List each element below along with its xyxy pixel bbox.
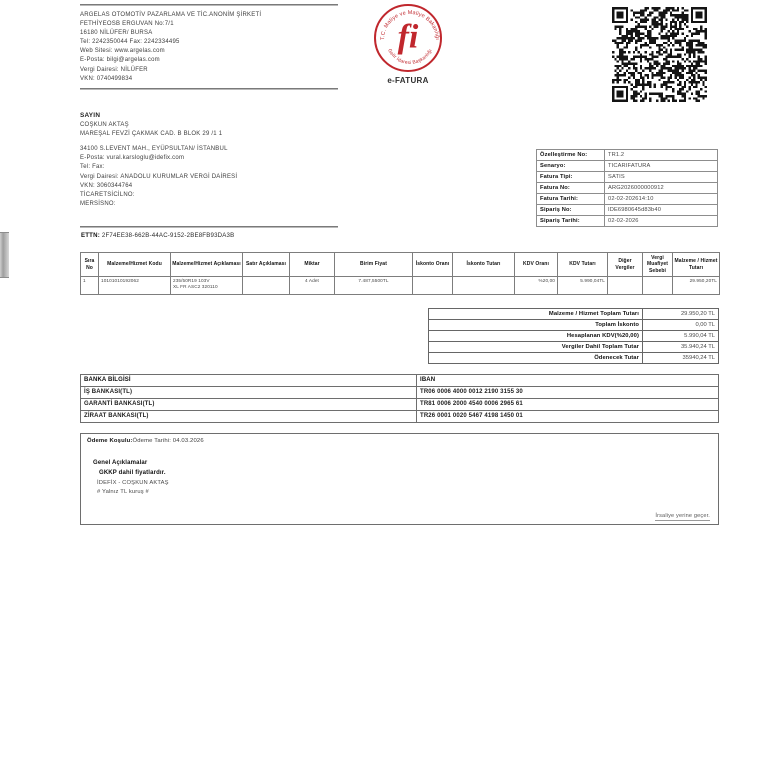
totals-label: Hesaplanan KDV(%20,00) (429, 331, 643, 342)
totals-amount: 5.990,04 TL (643, 331, 719, 342)
totals-row (429, 320, 719, 331)
buyer-street: MAREŞAL FEVZİ ÇAKMAK CAD. B BLOK 29 /1 1 (80, 130, 223, 137)
general-notes-highlight: GKKP dahil fiyatlardır. (99, 470, 166, 476)
scan-edge-artifact (0, 232, 9, 278)
ettn-value: 2F74EE38-662B-44AC-9152-2BE8FB93DA3B (101, 232, 235, 239)
line-item-row (81, 277, 720, 295)
line-item-index: 1 (81, 277, 99, 295)
totals-label: Toplam İskonto (429, 320, 643, 331)
line-items-column-header: İskonto Tutarı (453, 253, 515, 277)
line-item-code: 10101010192062 (99, 277, 171, 295)
buyer-city: 34100 S.LEVENT MAH., EYÜPSULTAN/ İSTANBUL (80, 146, 228, 152)
totals-amount: 35940,24 TL (643, 353, 719, 364)
invoice-meta-row (537, 172, 718, 183)
bank-iban: TR06 0006 4000 0012 2190 3155 30 (417, 387, 719, 399)
line-items-column-header: Malzeme/Hizmet Kodu (99, 253, 171, 277)
seller-phone-fax: Tel: 2242350044 Fax: 2242334495 (80, 39, 180, 46)
line-items-table (80, 252, 720, 295)
invoice-meta-key: Fatura Tarihi: (537, 194, 605, 205)
totals-row (429, 342, 719, 353)
bank-info-table (80, 374, 719, 423)
bank-header-name: BANKA BİLGİSİ (81, 375, 417, 387)
invoice-meta-row (537, 205, 718, 216)
invoice-meta-row (537, 194, 718, 205)
line-items-column-header: Birim Fiyat (335, 253, 413, 277)
buyer-trade-registry-no: TİCARETSİCİLNO: (80, 192, 135, 199)
invoice-meta-row (537, 150, 718, 161)
invoice-meta-row (537, 216, 718, 227)
notes-box (80, 433, 719, 525)
ettn-label: ETTN: (81, 232, 100, 239)
invoice-meta-key: Sipariş No: (537, 205, 605, 216)
line-item-description-line-1: 235/50R19 103V (173, 278, 210, 284)
invoice-meta-value: TICARIFATURA (605, 161, 718, 172)
invoice-meta-value: 02-02-2026 (605, 216, 718, 227)
bank-row (81, 387, 719, 399)
line-item-amount: 29.950,20TL (673, 277, 720, 295)
seller-info (80, 11, 342, 84)
invoice-meta-value: IDE6980645d83b40 (605, 205, 718, 216)
totals-label: Ödenecek Tutar (429, 353, 643, 364)
line-items-column-header: Vergi Muafiyet Sebebi (643, 253, 673, 277)
svg-text:T.C. Maliye ve Maliye Bakanlığ: T.C. Maliye ve Maliye Bakanlığı (379, 9, 441, 41)
invoice-meta-key: Senaryo: (537, 161, 605, 172)
buyer-name: COŞKUN AKTAŞ (80, 121, 129, 128)
gib-monogram: fi (397, 18, 419, 56)
bank-name: İŞ BANKASI(TL) (81, 387, 417, 399)
bank-name: ZİRAAT BANKASI(TL) (81, 411, 417, 423)
buyer-phone-fax: Tel: Fax: (80, 164, 105, 171)
line-item-unit-price: 7.487,5500TL (335, 277, 413, 295)
buyer-title: SAYIN (80, 112, 101, 119)
totals-table (428, 308, 719, 364)
buyer-mersis-no: MERSİSNO: (80, 201, 116, 208)
line-item-quantity: 4 Adet (290, 277, 335, 295)
ettn-line (81, 232, 234, 239)
invoice-meta-key: Sipariş Tarihi: (537, 216, 605, 227)
seller-website: Web Sitesi: www.argelas.com (80, 48, 165, 55)
line-items-column-header: KDV Tutarı (558, 253, 608, 277)
seller-vkn: VKN: 0740499834 (80, 75, 133, 82)
line-item-tax-exemption (643, 277, 673, 295)
totals-row (429, 331, 719, 342)
buyer-email: E-Posta: vural.karsloglu@idefix.com (80, 155, 185, 162)
line-item-discount-amount (453, 277, 515, 295)
invoice-meta-table (536, 149, 718, 227)
invoice-qr-code (601, 7, 718, 102)
totals-label: Malzeme / Hizmet Toplam Tutarı (429, 309, 643, 320)
bank-iban: TR26 0001 0020 5467 4198 1450 01 (417, 411, 719, 423)
invoice-meta-key: Özelleştirme No: (537, 150, 605, 161)
gib-logo-block (362, 4, 454, 85)
invoice-meta-key: Fatura Tipi: (537, 172, 605, 183)
invoice-meta-value: 02-02-202614:10 (605, 194, 718, 205)
invoice-meta-key: Fatura No: (537, 183, 605, 194)
line-item-other-taxes (608, 277, 643, 295)
totals-row (429, 353, 719, 364)
line-item-description (171, 277, 243, 295)
efatura-label: e-FATURA (387, 76, 429, 85)
buyer-info (80, 111, 380, 209)
invoice-meta-row (537, 183, 718, 194)
invoice-meta-value: TR1.2 (605, 150, 718, 161)
line-items-column-header: Malzeme / Hizmet Tutarı (673, 253, 720, 277)
payment-terms-label: Ödeme Koşulu: (87, 438, 133, 444)
line-items-header-row (81, 253, 720, 277)
line-item-description-line-2: XL FR ASC2 320110 (173, 284, 218, 290)
buyer-tax-office: Vergi Dairesi: ANADOLU KURUMLAR VERGİ DAİRESİ (80, 173, 238, 180)
seller-tax-office: Vergi Dairesi: NİLÜFER (80, 66, 148, 73)
line-items-column-header: Miktar (290, 253, 335, 277)
delivery-note-footnote: İrsaliye yerine geçer. (655, 513, 710, 519)
seller-line-3: 16180 NİLÜFER/ BURSA (80, 30, 153, 37)
general-notes-line-2: İDEFİX - COŞKUN AKTAŞ (97, 480, 169, 486)
bank-row (81, 399, 719, 411)
bank-header-row (81, 375, 719, 387)
totals-row (429, 309, 719, 320)
seller-email: E-Posta: bilgi@argelas.com (80, 57, 160, 64)
bank-row (81, 411, 719, 423)
bank-header-iban: IBAN (417, 375, 719, 387)
totals-amount: 35.940,24 TL (643, 342, 719, 353)
general-notes-line-3: # Yalnız TL kuruş # (97, 489, 149, 495)
svg-text:Gelir İdaresi Başkanlığı: Gelir İdaresi Başkanlığı (386, 48, 434, 67)
bank-iban: TR81 0006 2000 4540 0006 2965 61 (417, 399, 719, 411)
payment-terms-value: Ödeme Tarihi: 04.03.2026 (132, 438, 204, 444)
line-items-column-header: Satır Açıklaması (243, 253, 290, 277)
line-item-discount-rate (413, 277, 453, 295)
general-notes-title: Genel Açıklamalar (93, 460, 148, 466)
line-items-column-header: KDV Oranı (515, 253, 558, 277)
line-items-column-header: Sıra No (81, 253, 99, 277)
line-items-column-header: Diğer Vergiler (608, 253, 643, 277)
header-bottom-rule (80, 88, 338, 90)
buyer-bottom-rule (80, 226, 338, 228)
seller-line-2: FETHİYEOSB ERGUVAN No:7/1 (80, 21, 174, 28)
totals-label: Vergiler Dahil Toplam Tutar (429, 342, 643, 353)
header-top-rule (80, 4, 338, 6)
gib-seal-icon (374, 4, 442, 72)
bank-name: GARANTİ BANKASI(TL) (81, 399, 417, 411)
seller-line-1: ARGELAS OTOMOTİV PAZARLAMA VE TİC.ANONİM ŞİRKETİ (80, 12, 262, 18)
line-items-column-header: İskonto Oranı (413, 253, 453, 277)
payment-terms (87, 438, 204, 444)
invoice-meta-row (537, 161, 718, 172)
line-item-vat-rate: %20,00 (515, 277, 558, 295)
line-items-column-header: Malzeme/Hizmet Açıklaması (171, 253, 243, 277)
totals-amount: 0,00 TL (643, 320, 719, 331)
totals-amount: 29.950,20 TL (643, 309, 719, 320)
invoice-meta-value: ARG2026000000912 (605, 183, 718, 194)
line-item-row-note (243, 277, 290, 295)
invoice-meta-value: SATIS (605, 172, 718, 183)
line-item-vat-amount: 5.990,04TL (558, 277, 608, 295)
buyer-vkn: VKN: 3060344764 (80, 182, 133, 189)
